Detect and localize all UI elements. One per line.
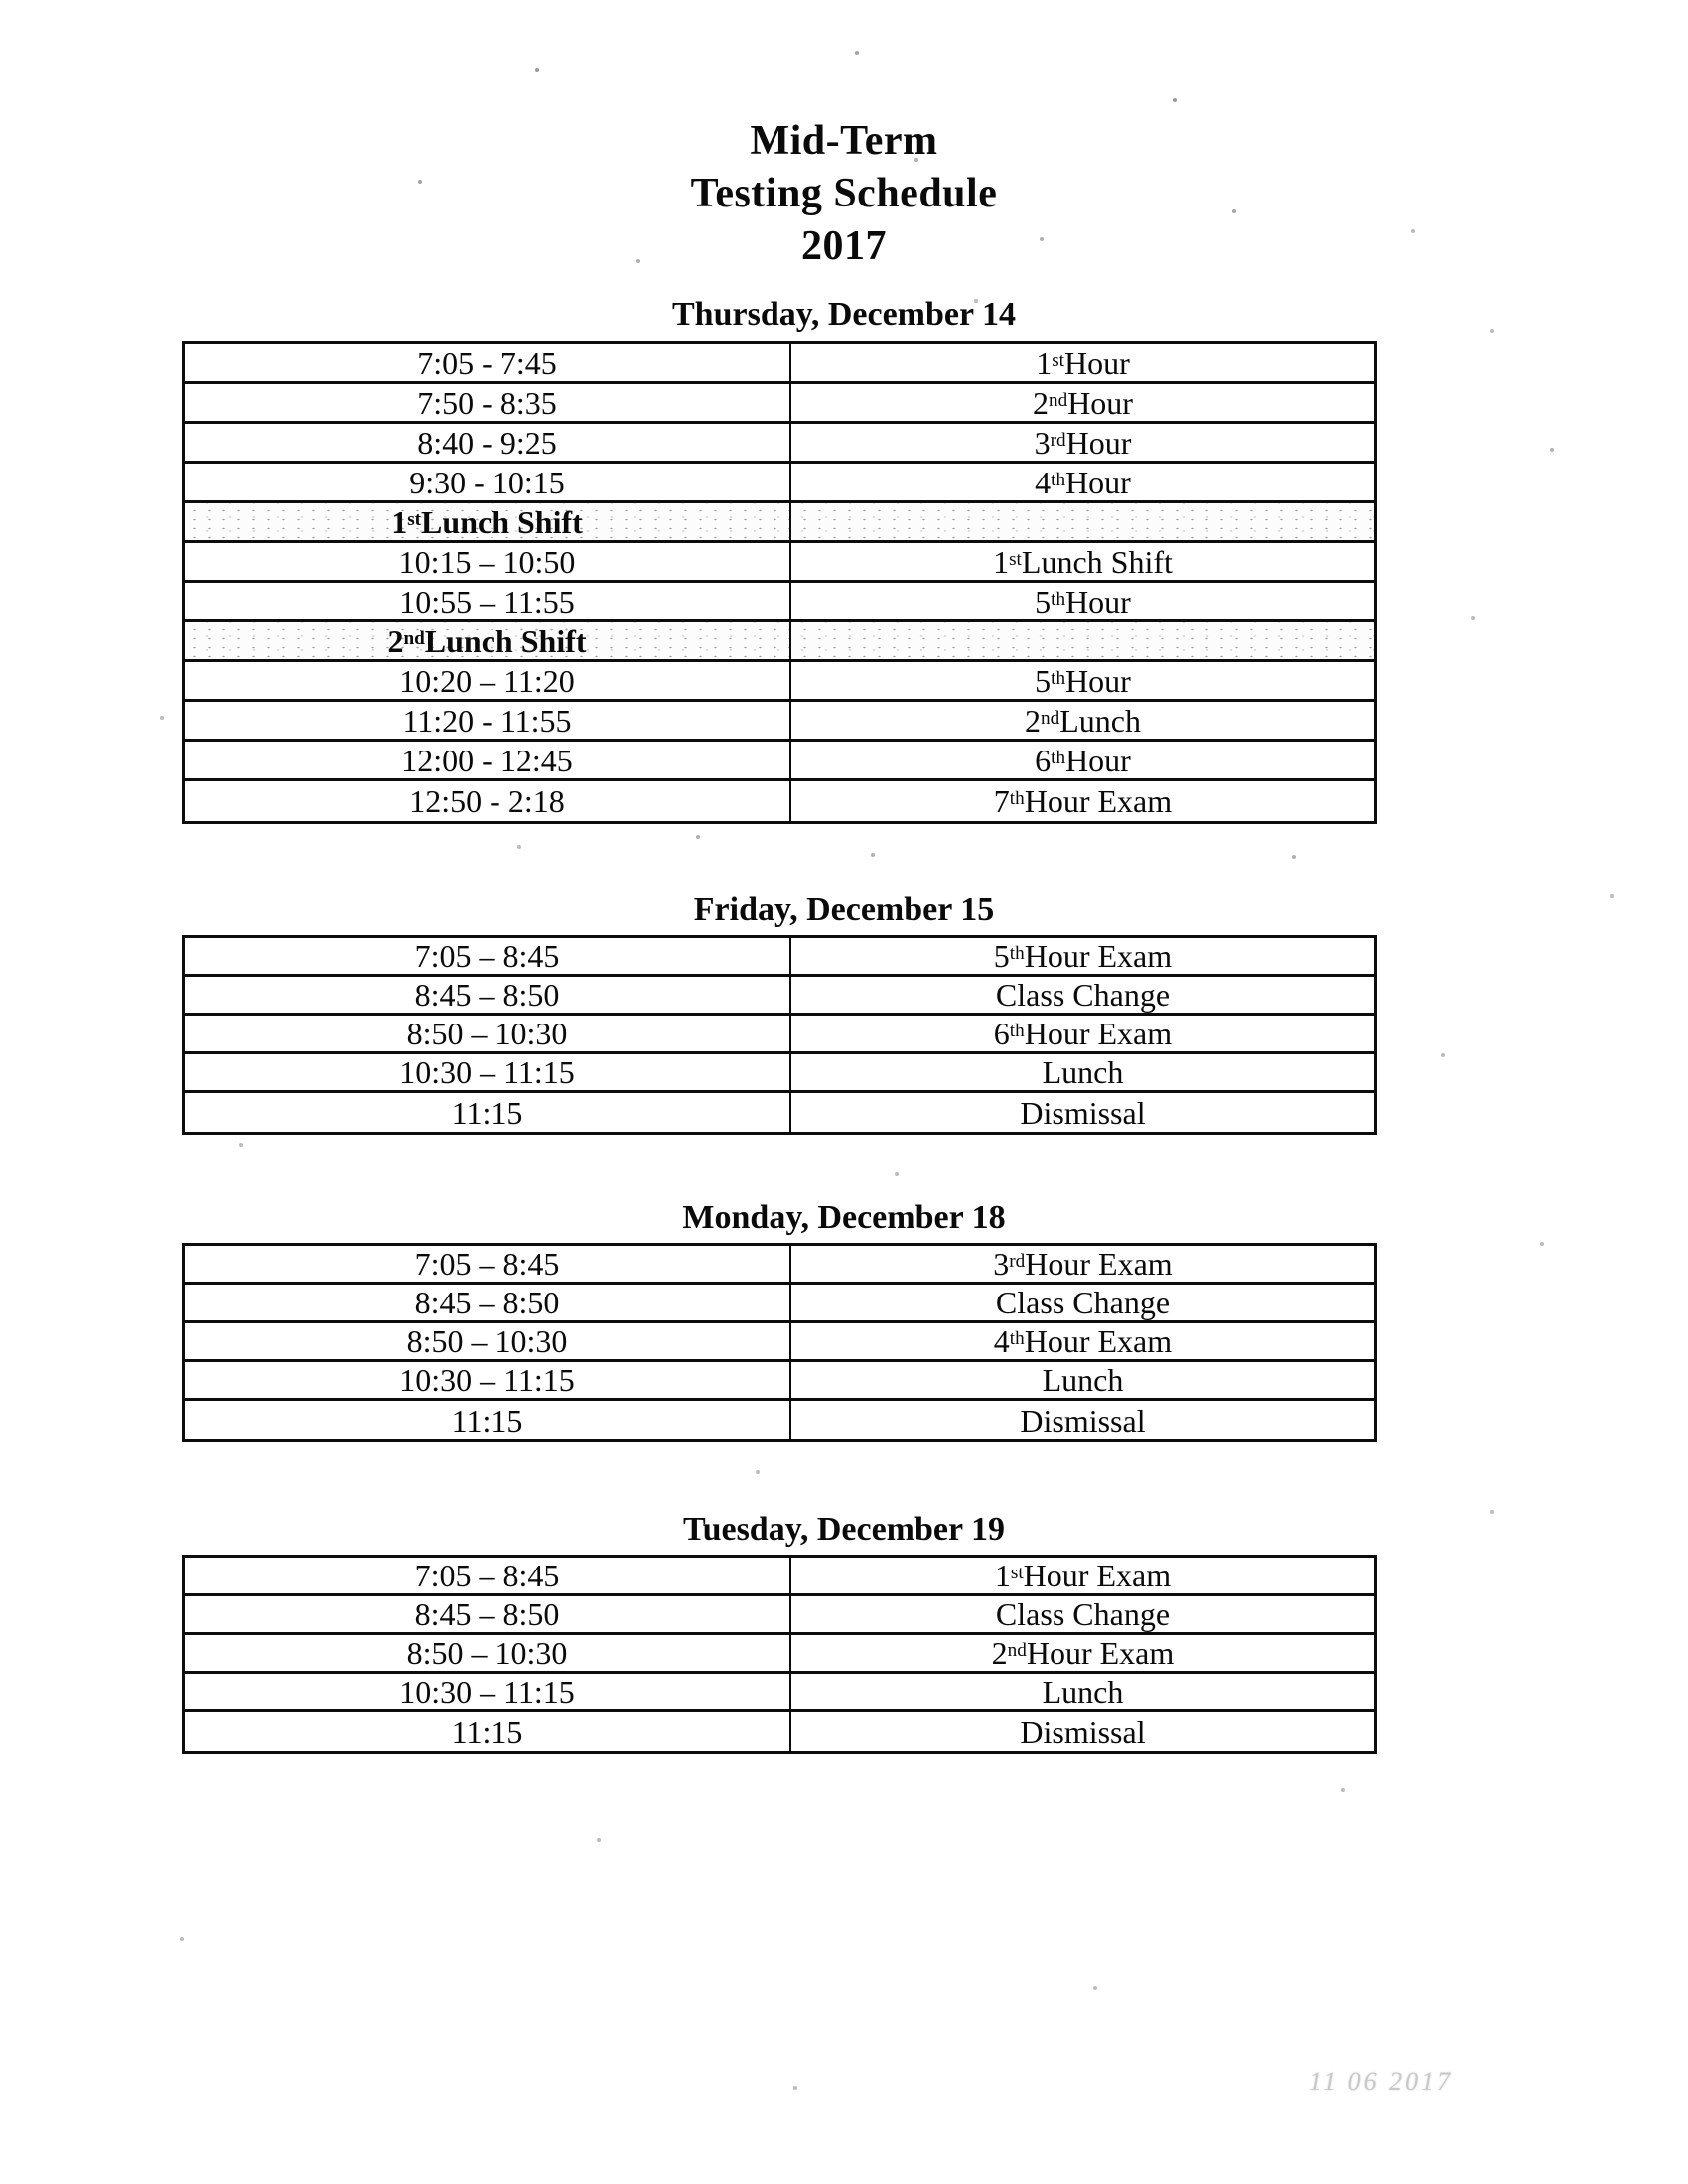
period-cell: 4 th Hour — [1035, 464, 1131, 500]
cell-text: 3 — [993, 1246, 1010, 1282]
cell-text: 8:40 - 9:25 — [417, 424, 557, 461]
time-cell — [185, 1054, 791, 1090]
table-row — [185, 503, 1374, 543]
cell-text: Lunch — [1042, 1674, 1124, 1709]
table-row — [185, 1054, 1374, 1093]
time-cell — [185, 662, 791, 699]
cell-text: 3 — [1034, 424, 1051, 461]
cell-text: Hour Exam — [1026, 1635, 1175, 1671]
cell-text: Lunch Shift — [424, 622, 587, 659]
time-cell — [185, 938, 791, 974]
table-row — [185, 1093, 1374, 1132]
time-cell — [185, 543, 791, 580]
cell-text: Class Change — [995, 1285, 1171, 1320]
cell-text: 5 — [1035, 662, 1052, 699]
table-row — [185, 938, 1374, 977]
cell-text: 7:05 – 8:45 — [414, 938, 560, 974]
time-cell — [185, 1246, 791, 1282]
period-cell — [791, 1093, 1374, 1132]
table-row — [185, 384, 1374, 424]
cell-text: Class Change — [995, 1596, 1171, 1632]
time-cell — [185, 1362, 791, 1398]
time-cell — [185, 1093, 791, 1132]
cell-text: Hour — [1065, 424, 1132, 461]
day-heading-tuesday: Tuesday, December 19 — [683, 1511, 1005, 1548]
table-row — [185, 662, 1374, 702]
cell-text: Hour Exam — [1025, 1246, 1173, 1282]
cell-text: 5 — [1035, 583, 1052, 619]
table-row — [185, 1362, 1374, 1401]
table-row — [185, 781, 1374, 821]
time-cell: 2 nd Lunch Shift — [185, 622, 791, 659]
table-row — [185, 1596, 1374, 1635]
time-cell — [185, 1016, 791, 1051]
cell-text: 2 — [991, 1635, 1008, 1671]
cell-text: 10:30 – 11:15 — [399, 1054, 575, 1090]
table-row — [185, 344, 1374, 384]
table-row — [185, 1323, 1374, 1362]
period-cell: 2 nd Lunch — [1025, 702, 1141, 739]
day-heading-monday: Monday, December 18 — [682, 1199, 1006, 1236]
cell-text: 11:20 - 11:55 — [402, 702, 572, 739]
cell-text: 8:50 – 10:30 — [406, 1635, 568, 1671]
period-cell — [791, 1401, 1374, 1439]
period-cell: 2 nd Hour Exam — [991, 1635, 1175, 1671]
cell-text: 10:30 – 11:15 — [399, 1674, 575, 1709]
cell-text: 8:50 – 10:30 — [406, 1016, 568, 1051]
cell-text: Dismissal — [1020, 1713, 1146, 1750]
table-row — [185, 1246, 1374, 1285]
cell-text: 7:50 - 8:35 — [417, 384, 557, 421]
schedule-table — [182, 1555, 1377, 1754]
period-cell: 6 th Hour Exam — [993, 1016, 1173, 1051]
time-cell — [185, 583, 791, 619]
period-cell: 6 th Hour — [1035, 742, 1131, 778]
cell-text: 11:15 — [451, 1094, 523, 1131]
cell-text: 1 — [1036, 344, 1053, 381]
table-row — [185, 424, 1374, 464]
cell-text: 1 — [994, 1558, 1011, 1593]
cell-text: 11:15 — [451, 1402, 523, 1438]
table-row — [185, 622, 1374, 662]
time-cell — [185, 384, 791, 421]
cell-text: Hour — [1065, 662, 1131, 699]
table-row — [185, 583, 1374, 622]
cell-text: 12:50 - 2:18 — [409, 783, 565, 819]
cell-text: 12:00 - 12:45 — [401, 742, 573, 778]
period-cell: 1 st Lunch Shift — [993, 543, 1173, 580]
cell-text: 7:05 – 8:45 — [414, 1558, 560, 1593]
cell-text: Class Change — [995, 977, 1171, 1013]
cell-text: Hour Exam — [1024, 938, 1173, 974]
table-row — [185, 1635, 1374, 1674]
schedule-table — [182, 1243, 1377, 1442]
time-cell — [185, 1401, 791, 1439]
cell-text: 2 — [1033, 384, 1049, 421]
time-cell — [185, 424, 791, 461]
schedule-table — [182, 935, 1377, 1135]
cell-text: 8:45 – 8:50 — [414, 1285, 560, 1320]
cell-text: Lunch — [1042, 1054, 1124, 1090]
cell-text: 7 — [993, 783, 1010, 819]
time-cell — [185, 1635, 791, 1671]
cell-text: 10:20 – 11:20 — [399, 662, 575, 699]
cell-text: Hour — [1065, 464, 1131, 500]
faint-date-stamp: 11 06 2017 — [1309, 2067, 1454, 2096]
day-heading-friday: Friday, December 15 — [693, 891, 995, 928]
table-row — [185, 464, 1374, 503]
cell-text: Lunch Shift — [1021, 543, 1173, 580]
period-cell — [791, 503, 1374, 540]
cell-text: 8:50 – 10:30 — [406, 1323, 568, 1359]
table-row — [185, 1401, 1374, 1439]
period-cell — [791, 1362, 1374, 1398]
schedule-table — [182, 341, 1377, 824]
table-row — [185, 1285, 1374, 1323]
cell-text: 11:15 — [451, 1713, 523, 1750]
period-cell: 7 th Hour Exam — [993, 783, 1173, 819]
title-line-1: Mid-Term — [750, 118, 938, 164]
period-cell — [791, 1285, 1374, 1320]
time-cell — [185, 1558, 791, 1593]
cell-text: 5 — [993, 938, 1010, 974]
time-cell — [185, 1285, 791, 1320]
time-cell — [185, 742, 791, 778]
period-cell: 4 th Hour Exam — [993, 1323, 1173, 1359]
period-cell — [791, 1712, 1374, 1751]
cell-text: Hour — [1065, 742, 1131, 778]
scan-noise-specks — [0, 0, 2, 2]
cell-text: 8:45 – 8:50 — [414, 977, 560, 1013]
period-cell: 5 th Hour — [1035, 662, 1131, 699]
time-cell — [185, 977, 791, 1013]
title-line-2: Testing Schedule — [690, 171, 998, 216]
cell-text: Hour Exam — [1024, 1016, 1173, 1051]
time-cell — [185, 781, 791, 821]
cell-text: 2 — [387, 622, 404, 659]
period-cell: 5 th Hour Exam — [993, 938, 1173, 974]
cell-text: 7:05 - 7:45 — [417, 344, 557, 381]
cell-text: 1 — [993, 543, 1010, 580]
period-cell — [791, 1596, 1374, 1632]
cell-text: Dismissal — [1020, 1402, 1146, 1438]
table-row — [185, 742, 1374, 781]
title-line-3: 2017 — [801, 223, 887, 269]
cell-text: Lunch — [1059, 702, 1141, 739]
cell-text: Hour Exam — [1023, 1558, 1172, 1593]
period-cell: 1 st Hour — [1036, 344, 1130, 381]
cell-text: Lunch — [1042, 1362, 1124, 1398]
cell-text: 9:30 - 10:15 — [409, 464, 565, 500]
cell-text: Hour — [1065, 583, 1131, 619]
time-cell — [185, 702, 791, 739]
cell-text: Dismissal — [1020, 1094, 1146, 1131]
table-row — [185, 1016, 1374, 1054]
cell-text: 10:55 – 11:55 — [399, 583, 575, 619]
table-row — [185, 543, 1374, 583]
period-cell — [791, 1674, 1374, 1709]
time-cell — [185, 464, 791, 500]
period-cell: 3 rd Hour — [1034, 424, 1132, 461]
cell-text: 2 — [1025, 702, 1041, 739]
period-cell: 1 st Hour Exam — [994, 1558, 1172, 1593]
cell-text: Lunch Shift — [421, 503, 583, 540]
cell-text: 4 — [1035, 464, 1052, 500]
period-cell — [791, 622, 1374, 659]
cell-text: Hour Exam — [1024, 1323, 1173, 1359]
cell-text: 4 — [993, 1323, 1010, 1359]
period-cell: 5 th Hour — [1035, 583, 1131, 619]
cell-text: 6 — [1035, 742, 1052, 778]
cell-text: Hour Exam — [1024, 783, 1173, 819]
cell-text: 7:05 – 8:45 — [414, 1246, 560, 1282]
day-heading-thursday: Thursday, December 14 — [672, 296, 1016, 333]
period-cell: 2 nd Hour — [1033, 384, 1133, 421]
cell-text: 10:30 – 11:15 — [399, 1362, 575, 1398]
cell-text: Hour — [1067, 384, 1133, 421]
period-cell — [791, 977, 1374, 1013]
table-row — [185, 702, 1374, 742]
cell-text: 1 — [391, 503, 408, 540]
table-row — [185, 1558, 1374, 1596]
cell-text: 10:15 – 10:50 — [398, 543, 576, 580]
document-title — [0, 115, 1688, 273]
table-row — [185, 1674, 1374, 1712]
table-row — [185, 977, 1374, 1016]
time-cell — [185, 1674, 791, 1709]
cell-text: 8:45 – 8:50 — [414, 1596, 560, 1632]
cell-text: Hour — [1064, 344, 1130, 381]
cell-text: 6 — [993, 1016, 1010, 1051]
period-cell — [791, 1054, 1374, 1090]
time-cell — [185, 1323, 791, 1359]
period-cell: 3 rd Hour Exam — [993, 1246, 1173, 1282]
time-cell: 1 st Lunch Shift — [185, 503, 791, 540]
time-cell — [185, 1712, 791, 1751]
time-cell — [185, 1596, 791, 1632]
time-cell — [185, 344, 791, 381]
table-row — [185, 1712, 1374, 1751]
